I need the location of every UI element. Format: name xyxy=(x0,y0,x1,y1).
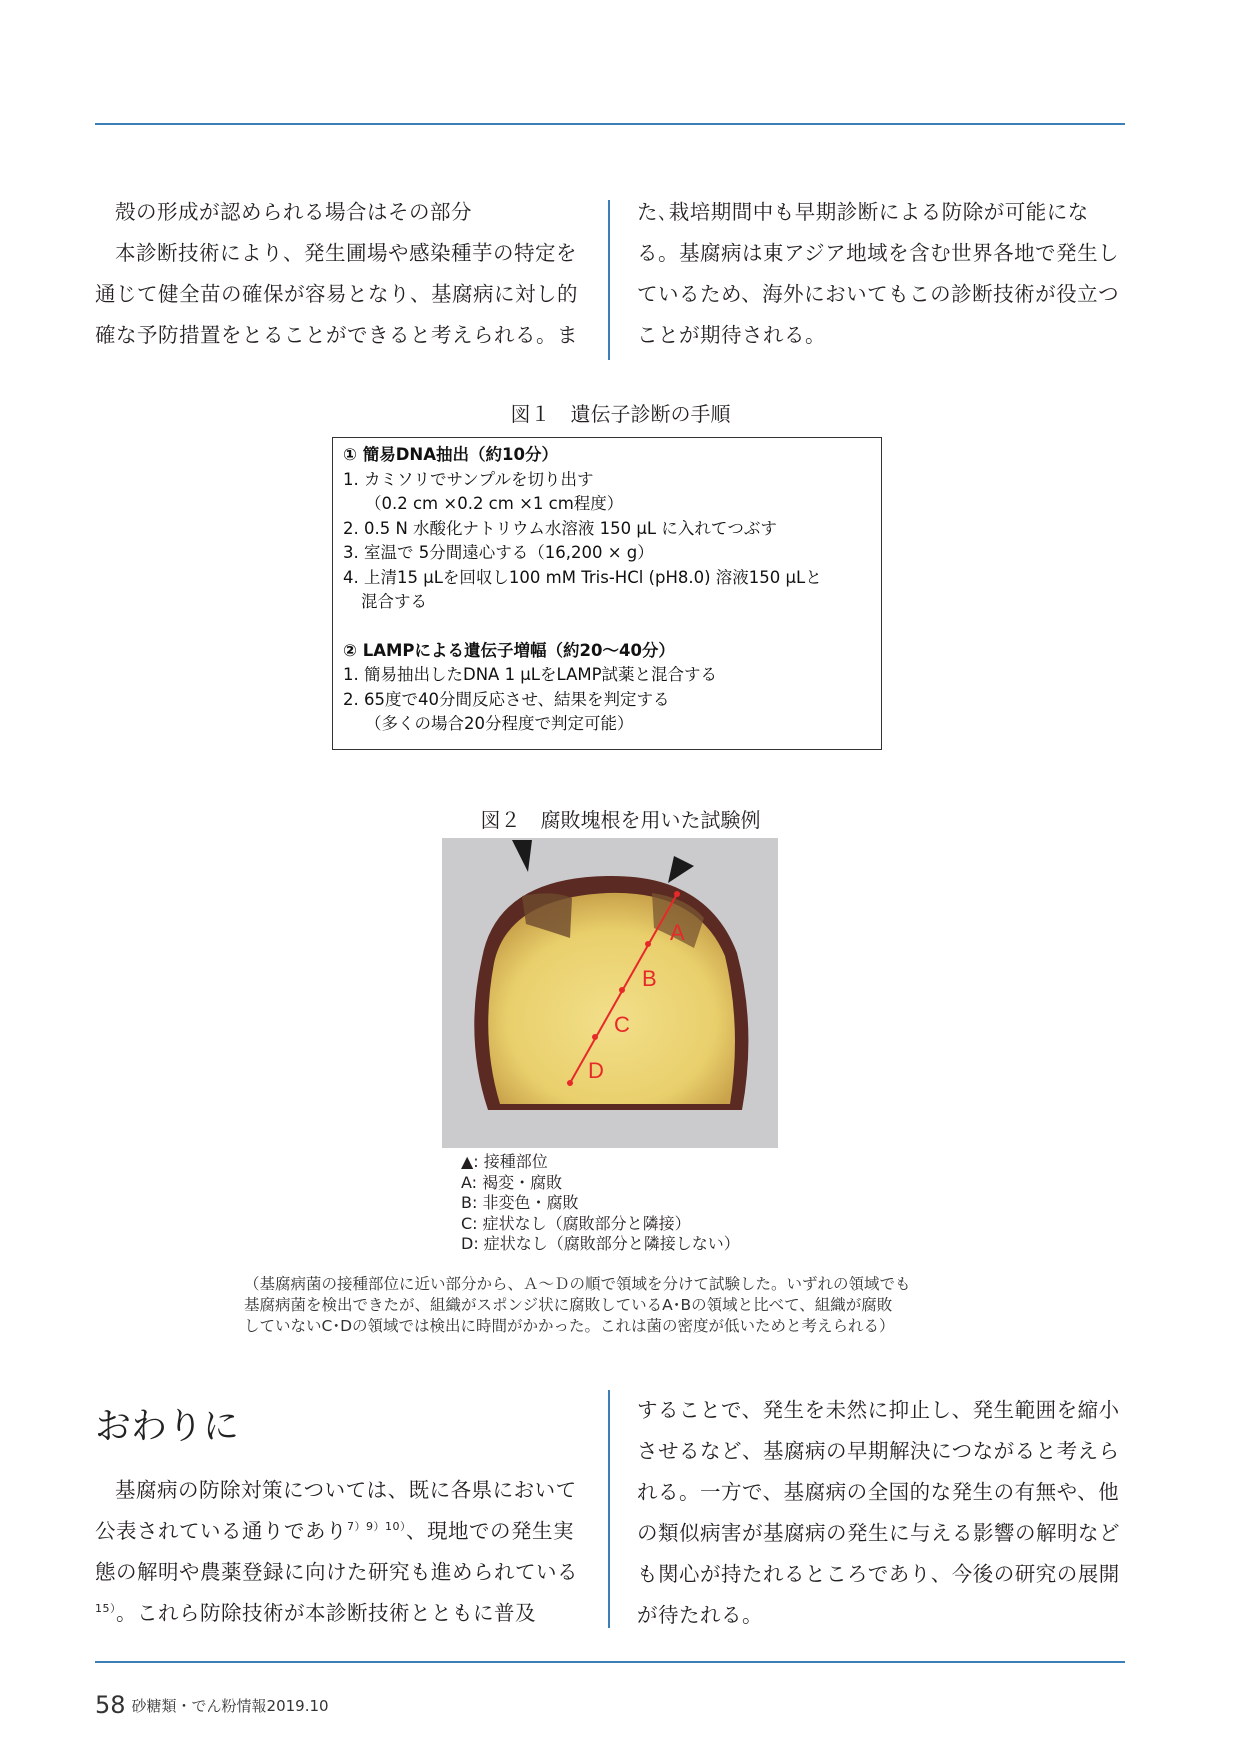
figure1-title: 図１ 遺伝子診断の手順 xyxy=(510,402,731,426)
top-left-column xyxy=(95,192,580,356)
header-rule xyxy=(95,123,1125,125)
step: 2. 0.5 N 水酸化ナトリウム水溶液 150 µL に入れてつぶす xyxy=(343,518,777,538)
step: 3. 室温で 5分間遠心する（16,200 × g） xyxy=(343,543,654,562)
citation: 7）9）10） xyxy=(347,1520,406,1533)
step-continuation: 混合する xyxy=(361,592,427,611)
step: 1. カミソリでサンプルを切り出す xyxy=(343,469,594,489)
figure1-procedure-box xyxy=(332,437,882,750)
section-heading: おわりに xyxy=(95,1406,240,1447)
region-label-b: B xyxy=(642,966,657,991)
legend-item: C: 症状なし（腐敗部分と隣接） xyxy=(461,1213,691,1233)
step: 1. 簡易抽出したDNA 1 µLをLAMP試薬と混合する xyxy=(343,665,718,684)
figure2-legend xyxy=(461,1152,740,1255)
paragraph: 殻の形成が認められる場合はその部分 xyxy=(115,200,472,224)
top-right-column xyxy=(637,192,1127,356)
region-label-d: D xyxy=(588,1058,604,1083)
note-line: （基腐病菌の接種部位に近い部分から、Ａ～Ｄの順で領域を分けて試験した。いずれの領域でも xyxy=(244,1275,911,1293)
region-label-a: A xyxy=(670,920,685,945)
column-divider xyxy=(608,1390,610,1628)
paragraph: た､栽培期間中も早期診断による防除が可能になる。基腐病は東アジア地域を含む世界各地で発生しているため、海外においてもこの診断技術が役立つことが期待される。 xyxy=(637,200,1120,347)
page-footer xyxy=(95,1691,329,1719)
step: 2. 65度で40分間反応させ、結果を判定する xyxy=(343,689,670,709)
step-detail: （多くの場合20分程度で判定可能） xyxy=(365,714,634,733)
conclusion-right-column xyxy=(637,1390,1127,1636)
sweet-potato-photo xyxy=(442,838,778,1148)
legend-item: A: 褐変・腐敗 xyxy=(461,1172,563,1192)
legend-item: ▲: 接種部位 xyxy=(461,1152,548,1171)
region-label-c: C xyxy=(614,1012,630,1037)
paragraph: することで、発生を未然に抑止し、発生範囲を縮小させるなど、基腐病の早期解決につながると考えられる。一方で、基腐病の全国的な発生の有無や、他の類似病害が基腐病の発生に与える影響の解明なども関心が持たれるところであり、今後の研究の展開が待たれる。 xyxy=(637,1398,1120,1627)
publication-title: 砂糖類・でん粉情報2019.10 xyxy=(131,1697,329,1715)
paragraph: 基腐病の防除対策については、既に各県において公表されている通りであり$^{7)9)10)}$、現地での発生実態の解明や農薬登録に向けた研究も進められている$^{15)}$。これら防除技術が本診断技術とともに普及 xyxy=(95,1478,578,1625)
page-number: 58 xyxy=(95,1691,126,1719)
figure2-note xyxy=(244,1274,1004,1337)
figure2-title: 図２ 腐敗塊根を用いた試験例 xyxy=(480,808,761,832)
legend-item: D: 症状なし（腐敗部分と隣接しない） xyxy=(461,1234,740,1253)
column-divider xyxy=(608,200,610,360)
paragraph: 本診断技術により、発生圃場や感染種芋の特定を通じて健全苗の確保が容易となり、基腐病に対し的確な予防措置をとることができると考えられる。ま xyxy=(95,241,578,347)
step: 4. 上清15 µLを回収し100 mM Tris-HCl (pH8.0) 溶液150 µLと xyxy=(343,567,822,587)
step-detail: （0.2 cm ×0.2 cm ×1 cm程度） xyxy=(365,494,624,513)
section2-heading: ② LAMPによる遺伝子増幅（約20～40分） xyxy=(343,640,675,660)
section1-heading: ① 簡易DNA抽出（約10分） xyxy=(343,445,558,464)
conclusion-left-column xyxy=(95,1470,580,1634)
note-line: していないC･Dの領域では検出に時間がかかった。これは菌の密度が低いためと考えられる） xyxy=(244,1317,895,1335)
footer-rule xyxy=(95,1661,1125,1663)
note-line: 基腐病菌を検出できたが、組織がスポンジ状に腐敗しているA･Bの領域と比べて、組織が腐敗 xyxy=(244,1296,893,1314)
citation: 15） xyxy=(95,1602,116,1615)
legend-item: B: 非変色・腐敗 xyxy=(461,1193,579,1212)
